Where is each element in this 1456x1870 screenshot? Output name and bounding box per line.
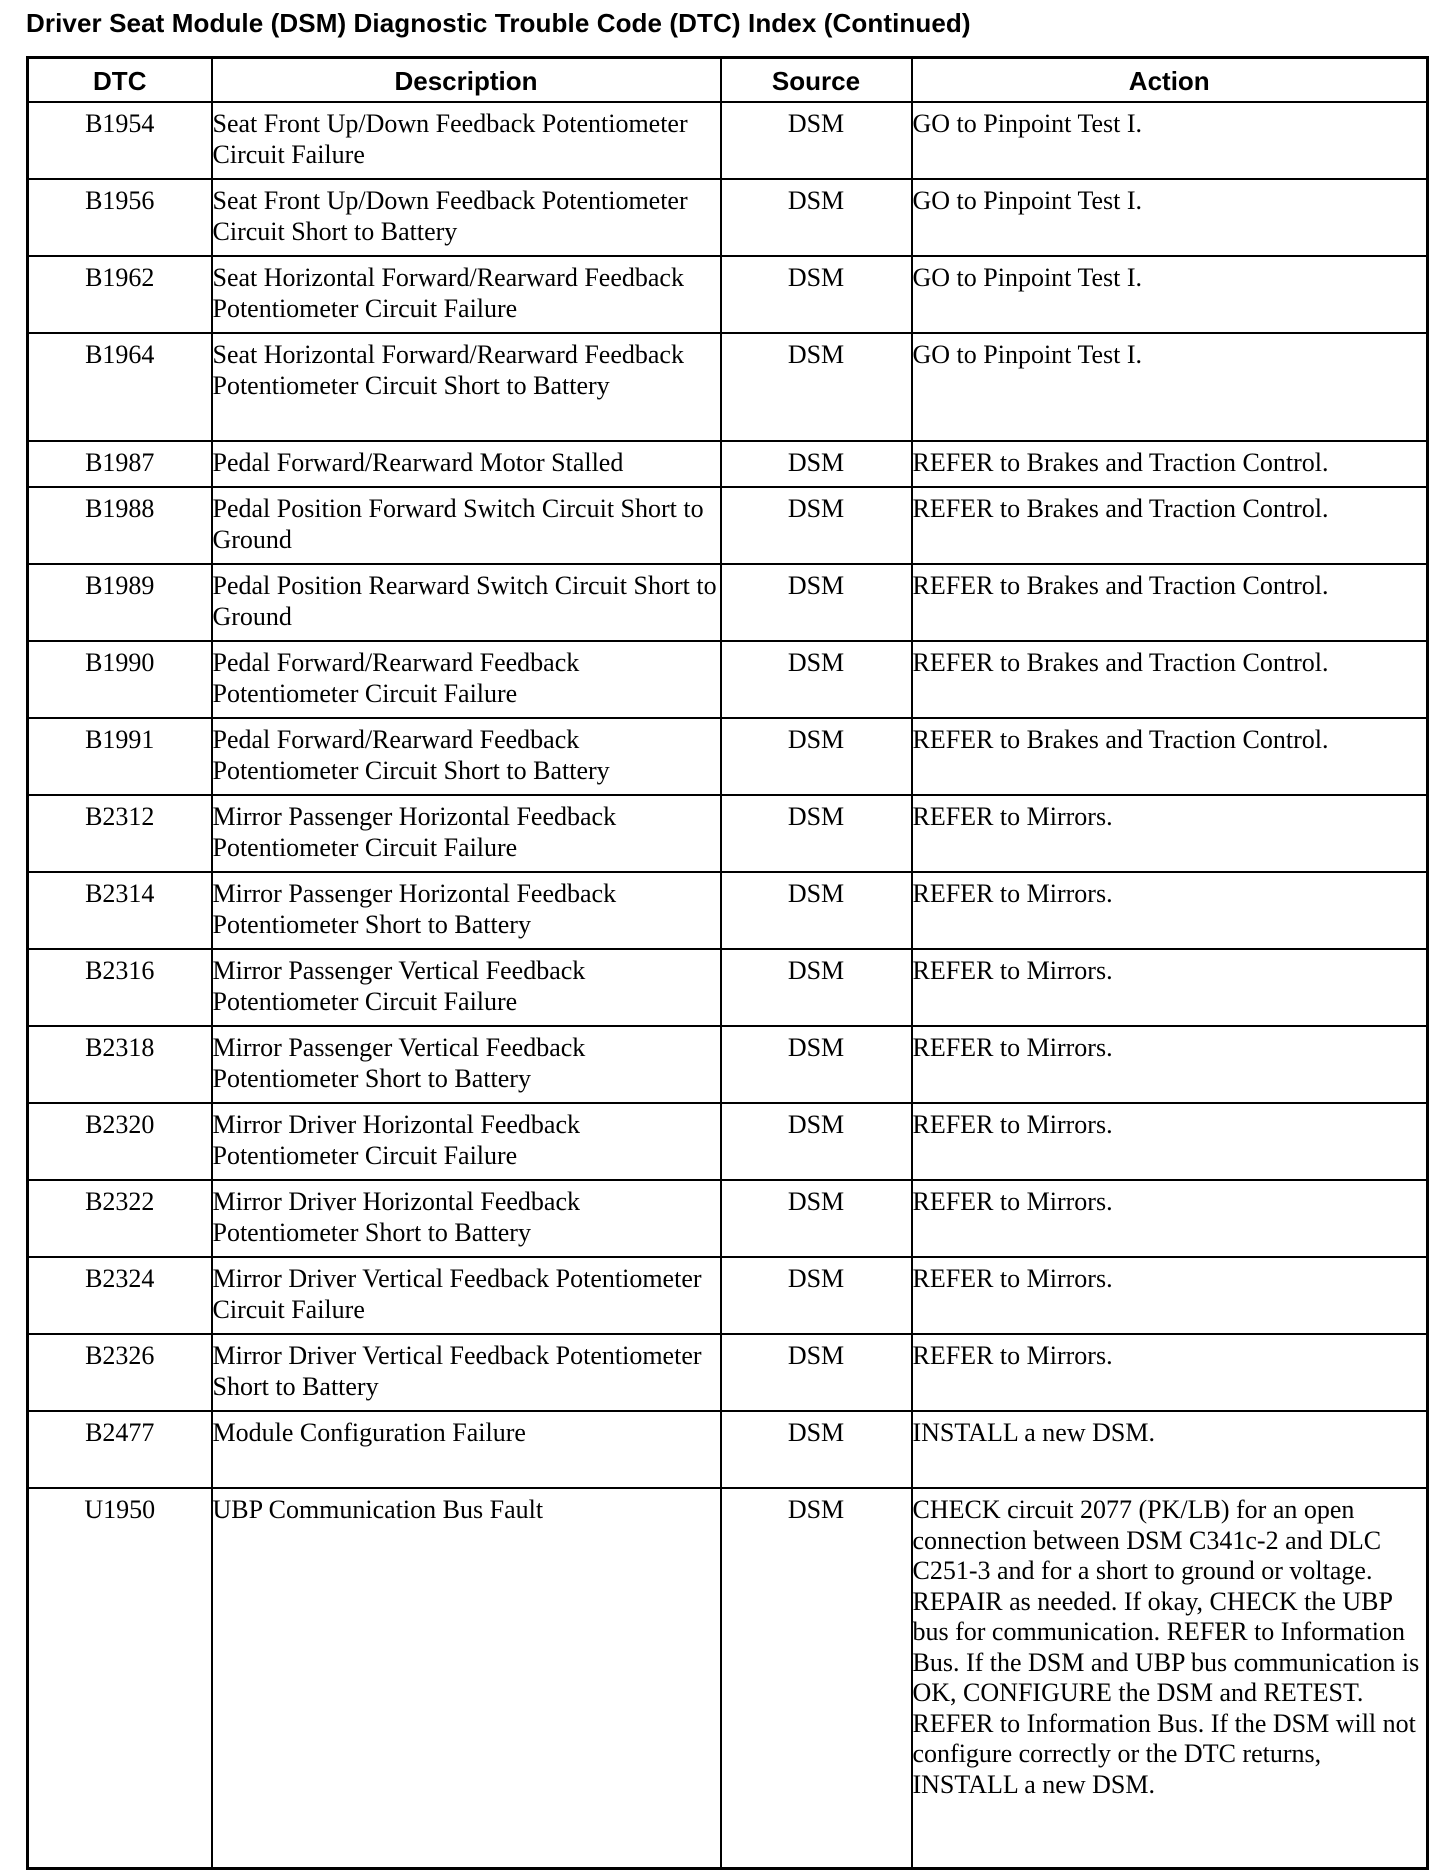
dtc-action: REFER to Mirrors. [912,1103,1428,1180]
dtc-code: B1990 [28,641,212,718]
dtc-source: DSM [721,487,912,564]
dtc-source: DSM [721,641,912,718]
dtc-description: Pedal Position Forward Switch Circuit Short to Ground [212,487,721,564]
dtc-description: Mirror Driver Vertical Feedback Potentiometer Short to Battery [212,1334,721,1411]
dtc-description: Mirror Passenger Horizontal Feedback Potentiometer Short to Battery [212,872,721,949]
dtc-action: GO to Pinpoint Test I. [912,333,1428,441]
dtc-code: B2324 [28,1257,212,1334]
dtc-action: REFER to Mirrors. [912,1334,1428,1411]
dtc-source: DSM [721,333,912,441]
dtc-code: B2318 [28,1026,212,1103]
dtc-code: B2316 [28,949,212,1026]
table-row [28,1334,1428,1411]
table-row [28,487,1428,564]
table-row [28,641,1428,718]
dtc-description: Mirror Passenger Vertical Feedback Potentiometer Short to Battery [212,1026,721,1103]
dtc-source: DSM [721,1488,912,1869]
dtc-action: INSTALL a new DSM. [912,1411,1428,1488]
dtc-description: Seat Horizontal Forward/Rearward Feedback Potentiometer Circuit Failure [212,256,721,333]
dtc-source: DSM [721,949,912,1026]
dtc-description: Pedal Forward/Rearward Feedback Potentiometer Circuit Short to Battery [212,718,721,795]
table-row [28,795,1428,872]
dtc-source: DSM [721,1257,912,1334]
dtc-source: DSM [721,256,912,333]
dtc-action: REFER to Mirrors. [912,1257,1428,1334]
dtc-code: B1962 [28,256,212,333]
dtc-description: Seat Front Up/Down Feedback Potentiometer Circuit Failure [212,102,721,179]
table-row [28,1488,1428,1869]
table-row [28,1026,1428,1103]
dtc-description: Pedal Position Rearward Switch Circuit Short to Ground [212,564,721,641]
table-row [28,333,1428,441]
table-row [28,872,1428,949]
dtc-source: DSM [721,564,912,641]
dtc-code: B1954 [28,102,212,179]
dtc-action: CHECK circuit 2077 (PK/LB) for an open connection between DSM C341c-2 and DLC C251-3 and for a short to ground or voltage. REPAIR as needed. If okay, CHECK the UBP bus for communication. REFER to Information Bus. If the DSM and UBP bus communication is OK, CONFIGURE the DSM and RETEST. REFER to Information Bus. If the DSM will not configure correctly or the DTC returns, INSTALL a new DSM. [912,1488,1428,1869]
dtc-action: REFER to Mirrors. [912,872,1428,949]
dtc-action: REFER to Brakes and Traction Control. [912,441,1428,487]
dtc-action: REFER to Brakes and Traction Control. [912,564,1428,641]
dtc-source: DSM [721,1411,912,1488]
table-row [28,256,1428,333]
dtc-description: Mirror Driver Horizontal Feedback Potentiometer Short to Battery [212,1180,721,1257]
dtc-source: DSM [721,179,912,256]
column-header-source: Source [721,58,912,103]
dtc-description: Seat Horizontal Forward/Rearward Feedback Potentiometer Circuit Short to Battery [212,333,721,441]
dtc-action: REFER to Brakes and Traction Control. [912,641,1428,718]
dtc-action: REFER to Brakes and Traction Control. [912,487,1428,564]
dtc-code: B1987 [28,441,212,487]
dtc-code: B1989 [28,564,212,641]
column-header-description: Description [212,58,721,103]
dtc-code: B1964 [28,333,212,441]
dtc-code: U1950 [28,1488,212,1869]
dtc-source: DSM [721,718,912,795]
column-header-dtc: DTC [28,58,212,103]
dtc-action: REFER to Mirrors. [912,795,1428,872]
table-row [28,1180,1428,1257]
table-row [28,441,1428,487]
dtc-code: B2314 [28,872,212,949]
dtc-description: Mirror Passenger Vertical Feedback Potentiometer Circuit Failure [212,949,721,1026]
table-row [28,1411,1428,1488]
dtc-description: Mirror Driver Vertical Feedback Potentiometer Circuit Failure [212,1257,721,1334]
dtc-action: REFER to Mirrors. [912,1026,1428,1103]
dtc-code: B2477 [28,1411,212,1488]
table-header-row [28,58,1428,103]
dtc-source: DSM [721,795,912,872]
dtc-code: B1991 [28,718,212,795]
dtc-code: B2322 [28,1180,212,1257]
dtc-description: Pedal Forward/Rearward Motor Stalled [212,441,721,487]
table-row [28,1257,1428,1334]
dtc-description: Seat Front Up/Down Feedback Potentiometer Circuit Short to Battery [212,179,721,256]
dtc-source: DSM [721,1026,912,1103]
table-row [28,564,1428,641]
dtc-source: DSM [721,1334,912,1411]
dtc-action: REFER to Brakes and Traction Control. [912,718,1428,795]
table-row [28,949,1428,1026]
dtc-description: Pedal Forward/Rearward Feedback Potentiometer Circuit Failure [212,641,721,718]
page-title: Driver Seat Module (DSM) Diagnostic Trouble Code (DTC) Index (Continued) [26,8,971,38]
dtc-action: GO to Pinpoint Test I. [912,256,1428,333]
dtc-source: DSM [721,1103,912,1180]
dtc-code: B2320 [28,1103,212,1180]
column-header-action: Action [912,58,1428,103]
table-row [28,718,1428,795]
dtc-source: DSM [721,102,912,179]
dtc-index-table [26,56,1429,1870]
dtc-source: DSM [721,872,912,949]
dtc-source: DSM [721,441,912,487]
dtc-description: Module Configuration Failure [212,1411,721,1488]
dtc-code: B2326 [28,1334,212,1411]
table-row [28,1103,1428,1180]
dtc-code: B2312 [28,795,212,872]
dtc-action: REFER to Mirrors. [912,1180,1428,1257]
table-row [28,102,1428,179]
dtc-action: REFER to Mirrors. [912,949,1428,1026]
dtc-description: Mirror Driver Horizontal Feedback Potentiometer Circuit Failure [212,1103,721,1180]
dtc-code: B1988 [28,487,212,564]
dtc-source: DSM [721,1180,912,1257]
dtc-code: B1956 [28,179,212,256]
dtc-description: Mirror Passenger Horizontal Feedback Potentiometer Circuit Failure [212,795,721,872]
dtc-action: GO to Pinpoint Test I. [912,102,1428,179]
dtc-description: UBP Communication Bus Fault [212,1488,721,1869]
table-row [28,179,1428,256]
dtc-action: GO to Pinpoint Test I. [912,179,1428,256]
